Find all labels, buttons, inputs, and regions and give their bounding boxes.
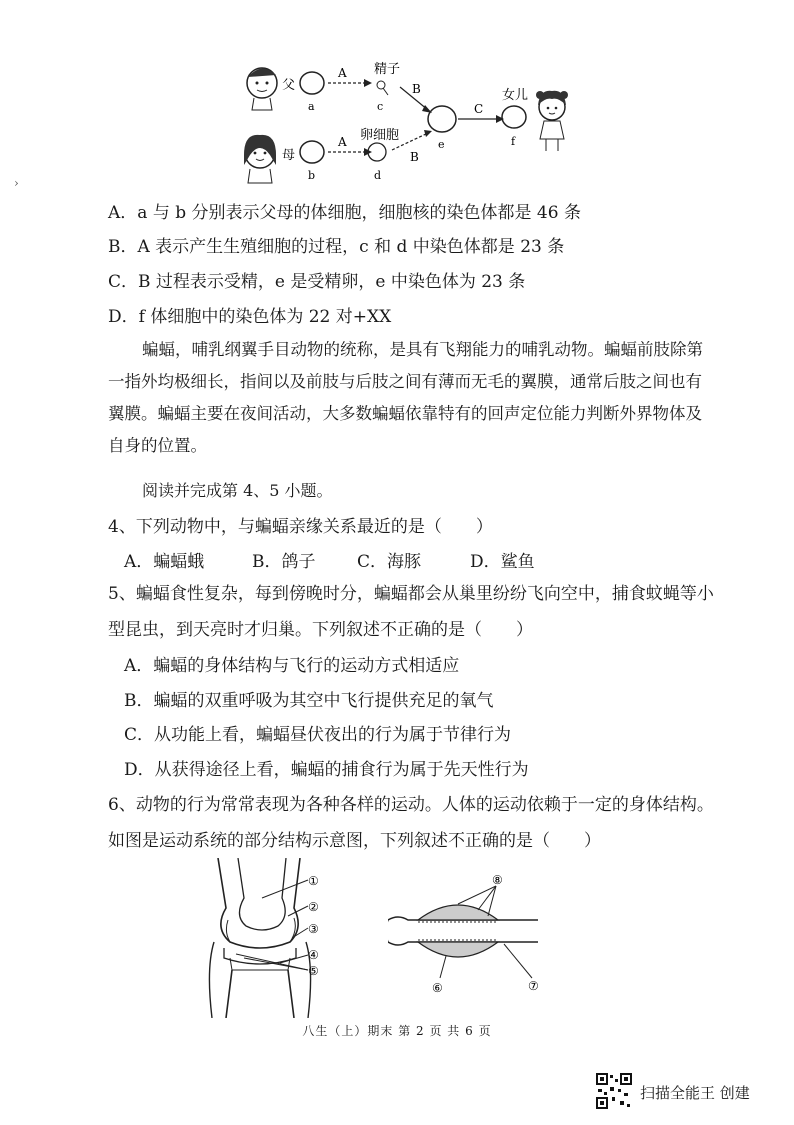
q4-option-c: C．海豚 [357,552,422,572]
mother-label: 母 [282,148,296,163]
daughter-icon [536,91,568,151]
arrow-b-upper: B [412,82,421,96]
cell-a [300,72,324,94]
label-e: e [438,138,445,151]
bat-passage: 蝙蝠，哺乳纲翼手目动物的统称，是具有飞翔能力的哺乳动物。蝙蝠前肢除第一指外均极细长，指间以及前肢与后肢之间有薄而无毛的翼膜，通常后肢之间也有翼膜。蝙蝠主要在夜间活动，大多数蝙蝠依靠特有的回声定位能力判断外界物体及自身的位置。 [108,340,703,455]
label-a: a [308,100,315,113]
q3-option-d: D．f 体细胞中的染色体为 22 对+XX [108,307,392,327]
q4-option-d: D．鲨鱼 [470,552,535,572]
muscle-label-6: ⑥ [432,981,443,995]
sperm-label: 精子 [374,62,401,77]
scanner-brand: 扫描全能王 创建 [640,1084,750,1102]
q5-option-d: D．从获得途径上看，蝙蝠的捕食行为属于先天性行为 [124,760,529,780]
joint-label-2: ② [308,900,319,914]
mother-icon [244,135,276,183]
q4-option-b: B．鸽子 [252,552,316,572]
joint-label-3: ③ [308,922,319,936]
q5-option-b: B．蝙蝠的双重呼吸为其空中飞行提供充足的氧气 [124,691,494,711]
joint-diagram [200,858,340,1018]
q4-option-a: A．蝙蝠蛾 [124,552,205,572]
q3-option-b: B．A 表示产生生殖细胞的过程，c 和 d 中染色体都是 23 条 [108,237,565,257]
label-f: f [511,135,516,148]
q5-stem: 5、蝙蝠食性复杂，每到傍晚时分，蝙蝠都会从巢里纷纷飞向空中，捕食蚊蝇等小型昆虫，到天亮时才归巢。下列叙述不正确的是（ ） [108,584,714,640]
label-c: c [377,100,384,113]
arrow-c: C [474,102,484,116]
father-label: 父 [282,78,296,93]
q3-option-a: A．a 与 b 分别表示父母的体细胞，细胞核的染色体都是 46 条 [108,203,581,223]
father-icon [247,68,277,110]
joint-label-4: ④ [308,948,319,962]
q5-option-c: C．从功能上看，蝙蝠昼伏夜出的行为属于节律行为 [124,725,512,745]
egg-label: 卵细胞 [360,128,400,143]
arrow-b-lower: B [410,150,419,164]
inheritance-diagram [240,55,580,190]
q5-option-a: A．蝙蝠的身体结构与飞行的运动方式相适应 [124,656,460,676]
cell-f [502,106,526,128]
arrow-a-upper: A [338,66,347,80]
muscle-label-7: ⑦ [528,979,539,993]
daughter-label: 女儿 [502,88,529,103]
joint-label-1: ① [308,874,319,888]
label-b: b [308,169,316,182]
muscle-label-8: ⑧ [492,873,503,887]
sperm-icon [377,81,388,95]
joint-label-5: ⑤ [308,964,319,978]
label-d: d [374,169,382,182]
arrow-a-lower: A [338,135,347,149]
cell-e [428,106,456,132]
q4-stem: 4、下列动物中，与蝙蝠亲缘关系最近的是（ ） [108,517,493,537]
instruction: 阅读并完成第 4、5 小题。 [142,481,333,500]
margin-mark: › [14,176,19,190]
q6-stem: 6、动物的行为常常表现为各种各样的运动。人体的运动依赖于一定的身体结构。如图是运动系统的部分结构示意图，下列叙述不正确的是（ ） [108,795,714,851]
qr-code-icon [596,1073,632,1109]
muscle-diagram [388,870,558,1000]
q3-option-c: C．B 过程表示受精，e 是受精卵，e 中染色体为 23 条 [108,272,526,292]
page-footer: 八生（上）期末 第 2 页 共 6 页 [302,1024,492,1038]
cell-b [300,141,324,163]
